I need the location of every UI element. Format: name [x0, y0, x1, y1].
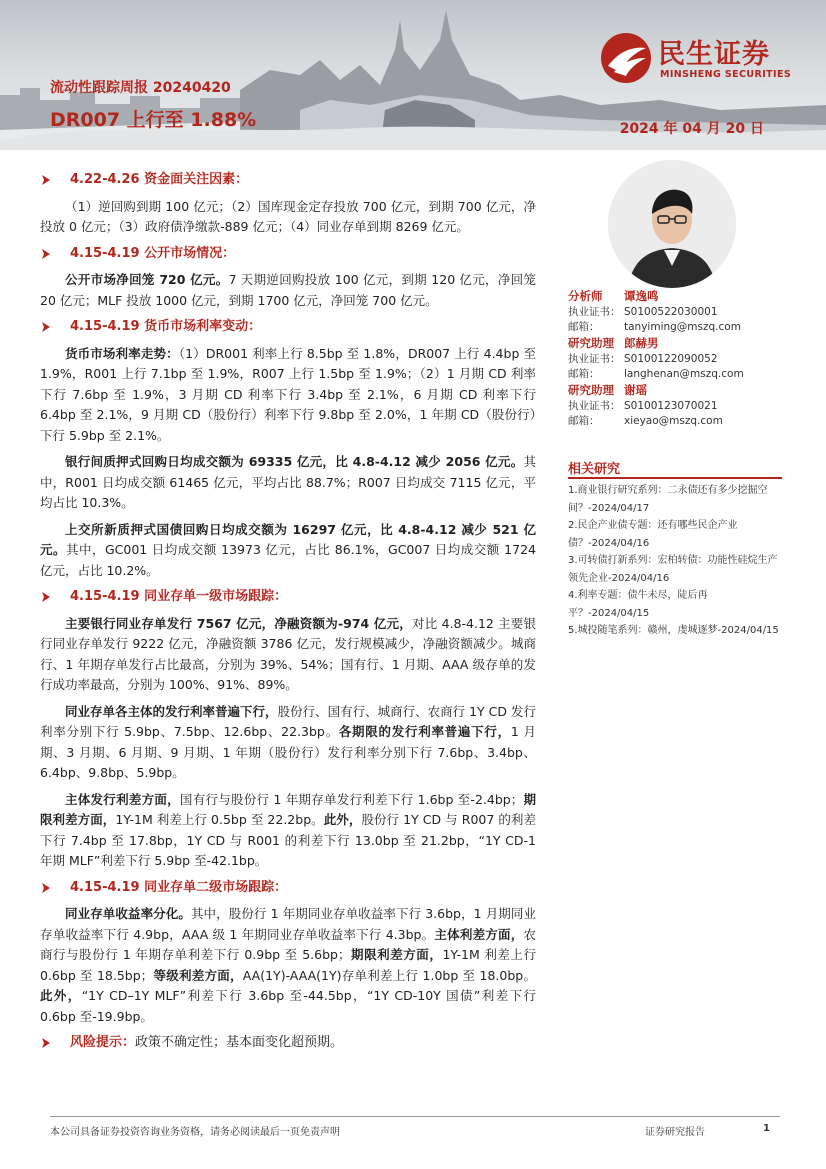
avatar-icon: [608, 160, 736, 288]
risk-text: 政策不确定性；基本面变化超预期。: [135, 1035, 344, 1050]
paragraph: [40, 270, 536, 311]
info-value: S0100123070021: [624, 400, 718, 412]
info-value[interactable]: xieyao@mszq.com: [624, 415, 723, 427]
related-research-item[interactable]: 3.可转债打新系列：宏柏转债：功能性硅烷生产领先企业-2024/04/16: [568, 555, 778, 584]
arrow-bullet-icon: [40, 321, 52, 333]
arrow-bullet-icon: [40, 882, 52, 894]
text: 其中，R001 日均成交额 61465 亿元，平均占比 88.7%；R007 日均成交 7115 亿元，平均占比 10.3%。: [40, 454, 536, 510]
analyst-list: [568, 288, 782, 429]
info-label: 研究助理: [568, 383, 614, 397]
text: 其中，GC001 日均成交额 13973 亿元，占比 86.1%，GC007 日均成交额 1724 亿元，占比 10.2%。: [40, 542, 536, 578]
arrow-bullet-icon: [40, 591, 52, 603]
report-series: 流动性跟踪周报 20240420: [50, 80, 231, 96]
paragraph: [40, 344, 536, 447]
paragraph: [40, 702, 536, 784]
text: 1Y-1M 利差上行 0.5bp 至 22.2bp。: [115, 812, 324, 827]
section-title: 4.15-4.19 同业存单二级市场跟踪：: [70, 879, 288, 895]
bold-text: 期限利差方面，: [350, 947, 443, 962]
info-label: 邮箱：: [568, 415, 600, 427]
section-heading: [40, 587, 536, 608]
report-body: [40, 170, 536, 1060]
text: AA(1Y)-AAA(1Y)存单利差上行 1.0bp 至 18.0bp。: [242, 967, 536, 983]
report-title: DR007 上行至 1.88%: [50, 109, 257, 131]
logo-english-name: MINSHENG SECURITIES: [660, 69, 792, 80]
info-label: 执业证书：: [568, 306, 621, 318]
bold-text: 银行间质押式回购日均成交额为 69335 亿元，比 4.8-4.12 减少 2056 亿元。: [65, 454, 524, 469]
paragraph: [40, 197, 536, 238]
bold-text: 主要银行同业存单发行 7567 亿元，净融资额为-974 亿元，: [65, 615, 412, 631]
risk-label: 风险提示：: [70, 1035, 136, 1050]
analyst-info-row: [568, 320, 782, 335]
related-research-item[interactable]: 4.利率专题：债牛未尽，陡后再平？-2024/04/15: [568, 590, 708, 619]
text: 对比 4.8-4.12 主要银行同业存单发行 9222 亿元，净融资额 3786 亿元，发行规模减少，净融资额减少。城商行、1 年期存单发行占比最高，分别为 39%、54%；国有行、1 月期、AAA 级存单的发行成功率最高，分别为 100%、91%、89%。: [40, 615, 536, 692]
related-research-item[interactable]: 5.城投随笔系列：赣州，虔城逐梦-2024/04/15: [568, 625, 779, 636]
section-title: 4.15-4.19 同业存单一级市场跟踪：: [70, 589, 288, 604]
section-heading: [40, 317, 536, 338]
info-value: 谢瑶: [624, 383, 647, 397]
bold-text: 货币市场利率走势：: [65, 345, 179, 361]
analyst-info-row: [568, 305, 782, 320]
analyst-info-row: [568, 414, 782, 429]
info-value: S0100522030001: [624, 306, 718, 318]
related-research-item[interactable]: 2.民企产业债专题：还有哪些民企产业债？-2024/04/16: [568, 520, 738, 549]
company-logo: [600, 32, 810, 84]
bold-text: 主体利差方面，: [434, 926, 524, 942]
paragraph: [40, 790, 536, 872]
analyst-info-row: [568, 367, 782, 382]
text: 股份行、国有行、城商行、农商行 1Y CD 发行利率分别下行 5.9bp、7.5bp、12.6bp、22.3bp。: [40, 703, 536, 739]
bold-text: 上交所新质押式国债回购日均成交额为 16297 亿元，比 4.8-4.12 减少 521 亿元。: [40, 521, 536, 557]
section-heading: [40, 878, 536, 899]
info-value[interactable]: langhenan@mszq.com: [624, 368, 744, 380]
logo-chinese-name: 民生证券: [658, 39, 770, 70]
footer-disclaimer: 本公司具备证券投资咨询业务资格，请务必阅读最后一页免责声明: [50, 1127, 340, 1138]
minsheng-logo-icon: [600, 32, 652, 84]
analyst-role-row: [568, 335, 782, 352]
text: （1）DR001 利率上行 8.5bp 至 1.8%，DR007 上行 4.4bp 至 1.9%，R001 上行 7.1bp 至 1.9%，R007 上行 1.5bp 至 1.9%；（2）1 月期 CD 利率下行 7.6bp 至 1.9%，3 月期 CD 利率下行 3.4bp 至 2.1%，6 月期 CD 利率下行 6.4bp 至 2.1%，9 月期 CD（股份行）利率下行 9.8bp 至 2.0%，1 年期 CD（股份行）下行 5.9bp 至 2.1%。: [40, 345, 536, 443]
related-divider: [568, 477, 782, 479]
info-label: 分析师: [568, 289, 603, 303]
text: “1Y CD–1Y MLF”利差下行 3.6bp 至-44.5bp，“1Y CD-10Y 国债”利差下行 0.6bp 至-19.9bp。: [40, 988, 536, 1024]
text: 国有行与股份行 1 年期存单发行利差下行 1.6bp 至-2.4bp；: [179, 791, 524, 807]
analyst-info-row: [568, 352, 782, 367]
arrow-bullet-icon: [40, 174, 52, 186]
text: 7 天期逆回购投放 100 亿元，到期 120 亿元，净回笼 20 亿元；MLF 投放 1000 亿元，到期 1700 亿元，净回笼 700 亿元。: [40, 272, 536, 308]
section-title: 4.15-4.19 公开市场情况：: [70, 245, 236, 261]
info-value: S0100122090052: [624, 353, 718, 365]
bold-text: 等级利差方面，: [153, 967, 243, 983]
info-label: 执业证书：: [568, 353, 621, 365]
text: 农商行与股份行 1 年期存单利差下行 0.9bp 至 5.6bp；: [40, 926, 536, 962]
analyst-role-row: [568, 382, 782, 399]
text: 1 月期、3 月期、6 月期、9 月期、1 年期（股份行）发行利率分别下行 7.6bp、3.4bp、6.4bp、9.8bp、5.9bp。: [40, 724, 536, 780]
text: 1Y-1M 利差上行 0.6bp 至 18.5bp；: [40, 947, 536, 983]
info-value[interactable]: tanyiming@mszq.com: [624, 321, 741, 333]
info-value: 谭逸鸣: [624, 289, 659, 303]
report-header: [0, 0, 826, 150]
arrow-bullet-icon: [40, 248, 52, 260]
analyst-role-row: [568, 288, 782, 305]
bold-text: 公开市场净回笼 720 亿元。: [65, 272, 229, 287]
paragraph: [40, 520, 536, 582]
paragraph: [40, 614, 536, 696]
section-heading: [40, 170, 536, 191]
section-title: 4.15-4.19 货币市场利率变动：: [70, 319, 262, 334]
related-research-title: 相关研究: [568, 462, 621, 477]
page-number: 1: [763, 1123, 770, 1134]
related-research-list: [568, 482, 782, 640]
report-date: 2024 年 04 月 20 日: [619, 121, 764, 137]
bold-text: 各期限的发行利率普遍下行，: [338, 724, 511, 739]
footer-divider: [50, 1116, 780, 1117]
footer-report-type: 证券研究报告: [645, 1127, 705, 1138]
text: （1）逆回购到期 100 亿元；（2）国库现金定存投放 700 亿元，到期 700 亿元，净投放 0 亿元；（3）政府债净缴款-889 亿元；（4）同业存单到期 8269 亿元。: [40, 198, 536, 234]
arrow-bullet-icon: [40, 1037, 52, 1049]
paragraph: [40, 452, 536, 514]
analyst-info-row: [568, 399, 782, 414]
related-research-item[interactable]: 1.商业银行研究系列：二永债还有多少挖掘空间？-2024/04/17: [568, 485, 768, 514]
info-label: 邮箱：: [568, 321, 600, 333]
info-label: 研究助理: [568, 336, 614, 350]
text: 其中，股份行 1 年期同业存单收益率下行 3.6bp，1 月期同业存单收益率下行 4.9bp，AAA 级 1 年期同业存单收益率下行 4.3bp。: [40, 906, 536, 942]
section-heading: [40, 244, 536, 265]
bold-text: 期限利差方面，: [40, 791, 536, 827]
info-label: 邮箱：: [568, 368, 600, 380]
info-label: 执业证书：: [568, 400, 621, 412]
analyst-photo: [608, 160, 736, 288]
bold-text: 主体发行利差方面，: [65, 791, 180, 807]
risk-section: [40, 1033, 536, 1054]
bold-text: 同业存单各主体的发行利率普遍下行，: [65, 703, 278, 719]
section-title: 4.22-4.26 资金面关注因素：: [70, 172, 249, 187]
info-value: 郎赫男: [624, 336, 659, 350]
bold-text: 此外，: [323, 812, 362, 827]
text: 股份行 1Y CD 与 R007 的利差下行 7.4bp 至 17.8bp，1Y CD 与 R001 的利差下行 13.0bp 至 21.2bp，“1Y CD-1 年期 MLF”利差下行 5.9bp 至-42.1bp。: [40, 812, 536, 868]
paragraph: [40, 904, 536, 1027]
bold-text: 同业存单收益率分化。: [65, 906, 191, 921]
bold-text: 此外，: [40, 988, 82, 1003]
